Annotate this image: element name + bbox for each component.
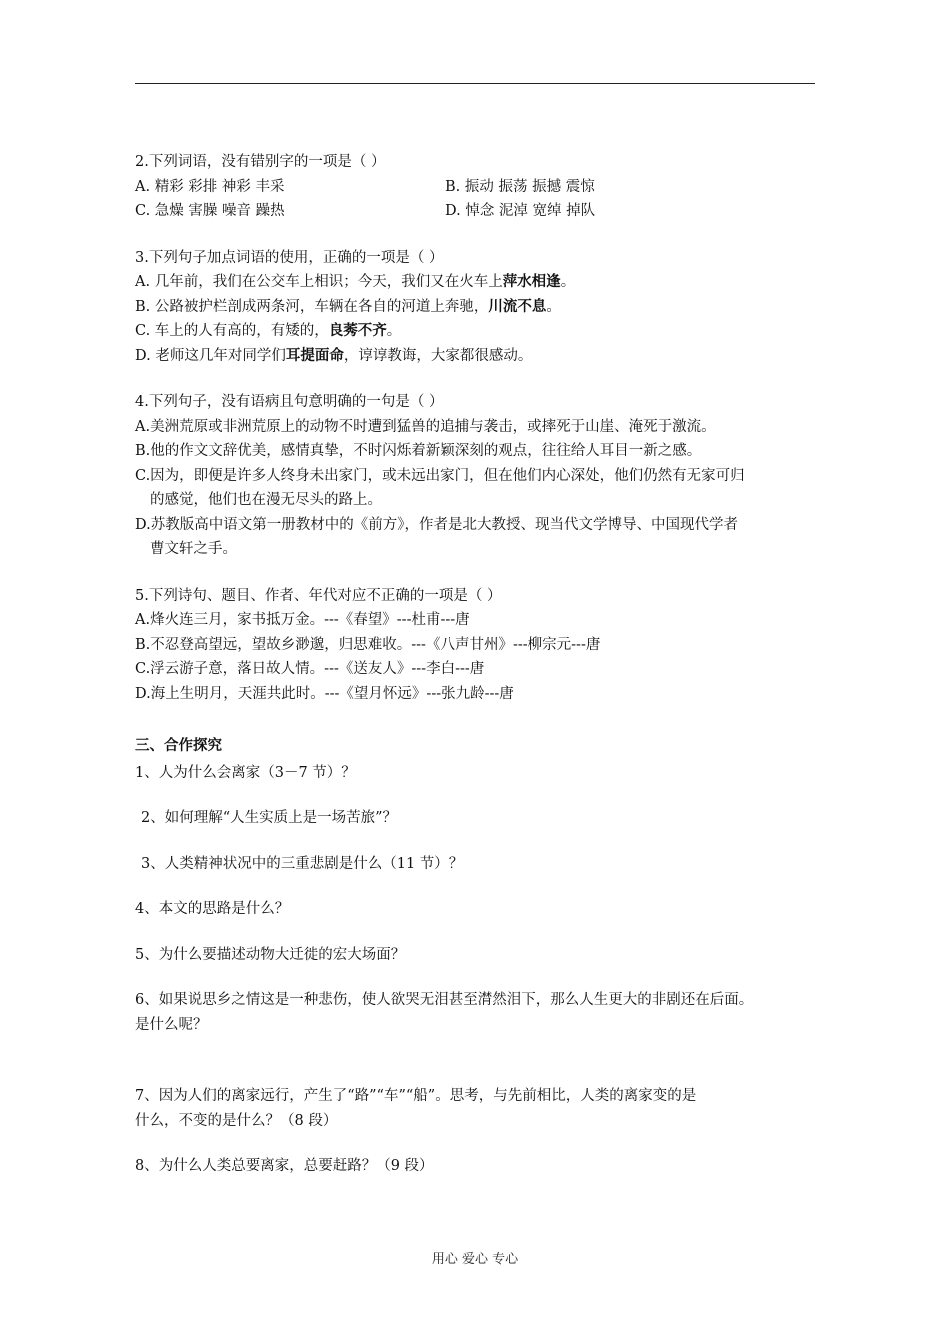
question-4 [135,390,825,562]
exercise-1: 1、人为什么会离家（3－7 节）？ [135,764,356,781]
question-2 [135,150,825,224]
option-a: A.美洲荒原或非洲荒原上的动物不时遭到猛兽的追捕与袭击，或摔死于山崖、淹死于激流。 [135,418,716,435]
page-footer: 用心 爱心 专心 [431,1252,519,1267]
option-text: 。 [546,298,561,315]
exercise-6: 6、如果说思乡之情这是一种悲伤，使人欲哭无泪甚至潸然泪下，那么人生更大的非剧还在后面。 [135,992,754,1008]
exercise-5: 5、为什么要描述动物大迁徙的宏大场面？ [135,946,406,963]
option-text: B. 公路被护栏剖成两条河，车辆在各自的河道上奔驰， [135,298,489,315]
option-a: A. 精彩 彩排 神彩 丰采 [135,178,285,195]
option-text: ，谆谆教诲，大家都很感动。 [343,347,533,364]
highlighted-phrase: 萍水相逢 [502,273,561,290]
option-b: B.不忍登高望远，望故乡渺邈，归思难收。---《八声甘州》---柳宗元---唐 [135,636,601,653]
option-text: D. 老师这几年对同学们 [135,347,286,364]
highlighted-phrase: 川流不息 [488,297,547,315]
option-a: A.烽火连三月，家书抵万金。---《春望》---杜甫---唐 [135,612,470,628]
exercise-6-continued: 是什么呢？ [135,1016,208,1033]
options-row [135,199,825,224]
option-text: A. 几年前，我们在公交车上相识；今天，我们又在火车上 [135,274,503,290]
option-d: D.苏教版高中语文第一册教材中的《前方》，作者是北大教授、现当代文学博导、中国现代学者 [135,516,738,533]
option-d-continued: 曹文轩之手。 [150,541,237,557]
option-b: B. 振动 振荡 振撼 震惊 [445,178,595,195]
option-c: C. 急燥 害臊 噪音 躁热 [135,203,285,219]
exercise-4: 4、本文的思路是什么？ [135,901,290,917]
header-rule [135,83,815,84]
option-d [135,344,825,369]
option-d: D.海上生明月，天涯共此时。---《望月怀远》---张九龄---唐 [135,685,514,702]
question-stem: 5.下列诗句、题目、作者、年代对应不正确的一项是（ ） [135,587,502,604]
question-stem: 3.下列句子加点词语的使用，正确的一项是（ ） [135,249,444,266]
option-text: 。 [560,274,576,290]
option-c-continued: 的感觉，他们也在漫无尽头的路上。 [150,492,382,508]
option-text: C. 车上的人有高的，有矮的， [135,323,329,339]
question-3 [135,246,825,369]
option-text: 。 [386,323,402,339]
exercise-7-continued: 什么，不变的是什么？（8 段） [135,1112,338,1129]
section-cooperative-inquiry [135,734,825,1179]
options-row [135,175,825,200]
exercise-2: 2、如何理解“人生实质上是一场苦旅”？ [141,810,398,826]
option-b [135,295,825,320]
exercise-8: 8、为什么人类总要离家，总要赶路？（9 段） [135,1158,434,1174]
exercise-7: 7、因为人们的离家远行，产生了“路”“车”“船”。思考，与先前相比，人类的离家变的是 [135,1088,697,1104]
option-c [135,319,825,344]
option-d: D. 悼念 泥淖 宽绰 掉队 [445,203,596,219]
question-stem: 4.下列句子，没有语病且句意明确的一句是（ ） [135,394,444,410]
document-body [135,150,825,1179]
option-a [135,270,825,295]
option-b: B.他的作文文辞优美，感情真挚，不时闪烁着新颖深刻的观点，往往给人耳目一新之感。 [135,443,702,459]
exercise-3: 3、人类精神状况中的三重悲剧是什么（11 节）？ [141,855,464,872]
option-c: C.浮云游子意，落日故人情。---《送友人》---李白---唐 [135,661,485,677]
question-stem: 2.下列词语，没有错别字的一项是（ ） [135,154,386,170]
highlighted-phrase: 耳提面命 [285,346,344,364]
highlighted-phrase: 良莠不齐 [328,322,387,339]
section-title: 三、合作探究 [135,738,222,754]
question-5 [135,584,825,707]
option-c: C.因为，即便是许多人终身未出家门，或未远出家门，但在他们内心深处，他们仍然有无家可归 [135,467,745,484]
